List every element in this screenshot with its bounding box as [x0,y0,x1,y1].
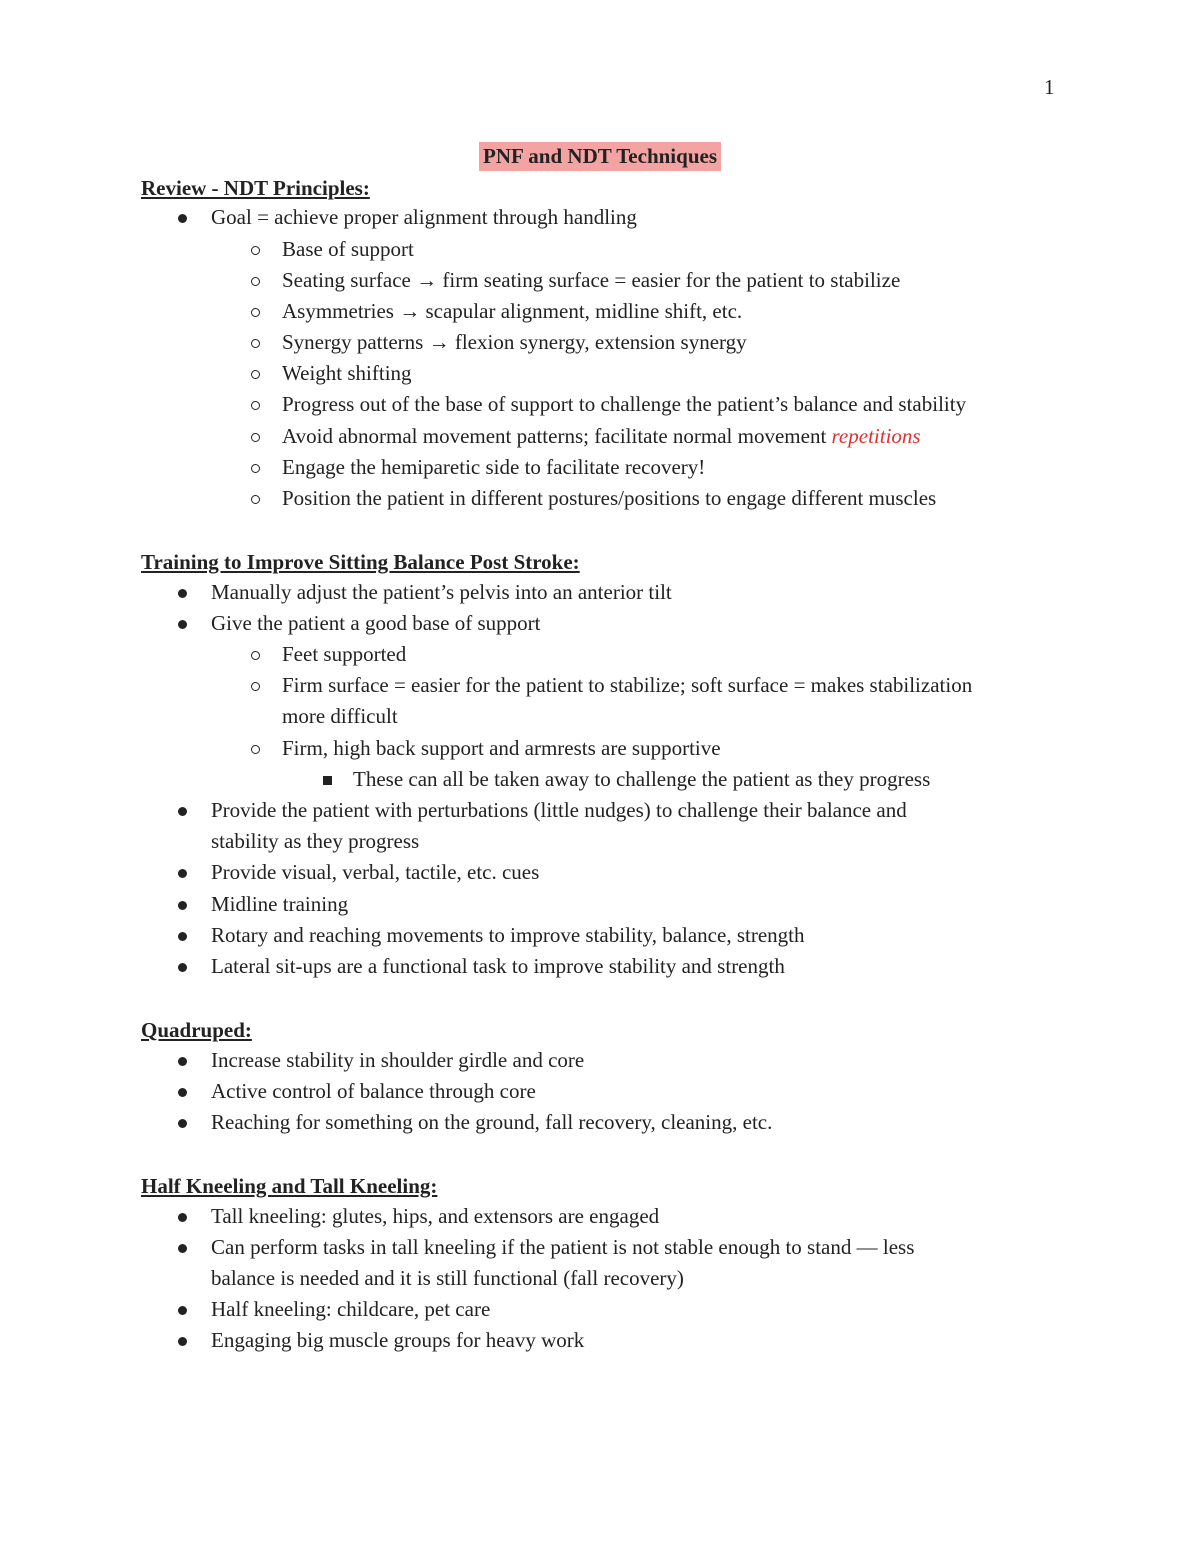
list-item [211,1201,659,1232]
list-item [211,202,637,233]
circle-bullet-icon [251,339,260,348]
bullet-icon [178,869,187,878]
list-item [282,483,936,514]
list-item [211,577,672,608]
list-item-text: Position the patient in different postures/positions to engage different muscles [282,486,937,510]
list-item-text: Half kneeling: childcare, pet care [211,1297,491,1321]
square-bullet-icon [323,776,332,785]
list-item [282,389,966,420]
circle-bullet-icon [251,370,260,379]
circle-bullet-icon [251,277,260,286]
bullet-icon [178,1337,187,1346]
bullet-icon [178,1119,187,1128]
list-item [282,670,972,701]
bullet-icon [178,1306,187,1315]
list-item [282,733,721,764]
bullet-icon [178,932,187,941]
list-item-text: Firm surface = easier for the patient to stabilize; soft surface = makes stabilization [282,673,973,697]
list-item-text: Rotary and reaching movements to improve stability, balance, strength [211,923,805,947]
list-item [282,296,742,327]
list-item [282,452,705,483]
list-item-continuation [211,826,419,857]
list-item [282,639,406,670]
circle-bullet-icon [251,246,260,255]
section-heading-kneeling: Half Kneeling and Tall Kneeling: [141,1174,438,1198]
list-item-text: Progress out of the base of support to challenge the patient’s balance and stability [282,392,967,416]
list-item-text: Increase stability in shoulder girdle and core [211,1048,585,1072]
list-item [211,1107,772,1138]
title-container [0,142,1200,171]
list-item-text: Manually adjust the patient’s pelvis into an anterior tilt [211,580,672,604]
list-item-text: Feet supported [282,642,407,666]
circle-bullet-icon [251,651,260,660]
list-item-text: Seating surface → firm seating surface = easier for the patient to stabilize [282,268,901,292]
list-item [211,795,907,826]
list-item-text: Base of support [282,237,414,261]
accent-text: repetitions [831,424,921,448]
section-heading-sitting: Training to Improve Sitting Balance Post Stroke: [141,550,580,574]
list-item-continuation [211,1263,684,1294]
list-item-text: Engaging big muscle groups for heavy work [211,1328,585,1352]
list-item-text: Can perform tasks in tall kneeling if the patient is not stable enough to stand — less [211,1235,915,1259]
list-item-text: Engage the hemiparetic side to facilitate recovery! [282,455,706,479]
list-item-text: Provide the patient with perturbations (little nudges) to challenge their balance and [211,798,907,822]
list-item [211,920,804,951]
list-item [211,1076,536,1107]
list-item [211,1232,914,1263]
bullet-icon [178,620,187,629]
bullet-icon [178,1088,187,1097]
bullet-icon [178,807,187,816]
circle-bullet-icon [251,745,260,754]
list-item [211,1325,584,1356]
list-item [211,1294,490,1325]
list-item-text: Midline training [211,892,349,916]
circle-bullet-icon [251,464,260,473]
list-item-text: Give the patient a good base of support [211,611,541,635]
list-item-text: balance is needed and it is still functional (fall recovery) [211,1266,684,1290]
circle-bullet-icon [251,308,260,317]
list-item-text: Lateral sit-ups are a functional task to improve stability and strength [211,954,785,978]
section-heading-ndt: Review - NDT Principles: [141,176,370,200]
list-item [282,327,747,358]
circle-bullet-icon [251,682,260,691]
list-item-text: These can all be taken away to challenge the patient as they progress [353,767,931,791]
list-item-continuation [282,701,398,732]
list-item [282,421,921,452]
list-item [211,1045,584,1076]
page-number: 1 [1044,75,1055,99]
list-item-text: Avoid abnormal movement patterns; facilitate normal movement [282,424,827,448]
list-item [282,265,900,296]
list-item-text: Tall kneeling: glutes, hips, and extensors are engaged [211,1204,660,1228]
list-item [211,857,539,888]
circle-bullet-icon [251,401,260,410]
circle-bullet-icon [251,495,260,504]
list-item [211,608,541,639]
list-item-text: Reaching for something on the ground, fall recovery, cleaning, etc. [211,1110,773,1134]
list-item-text: Provide visual, verbal, tactile, etc. cues [211,860,540,884]
list-item-text: Asymmetries → scapular alignment, midline shift, etc. [282,299,743,323]
list-item [282,234,414,265]
list-item-text: more difficult [282,704,398,728]
list-item [211,951,785,982]
list-item [282,358,412,389]
bullet-icon [178,1057,187,1066]
bullet-icon [178,901,187,910]
list-item-text: Weight shifting [282,361,412,385]
document-title: PNF and NDT Techniques [479,142,721,171]
bullet-icon [178,1213,187,1222]
list-item-text: stability as they progress [211,829,420,853]
bullet-icon [178,214,187,223]
circle-bullet-icon [251,433,260,442]
list-item-text: Active control of balance through core [211,1079,536,1103]
list-item-text: Firm, high back support and armrests are supportive [282,736,721,760]
bullet-icon [178,1244,187,1253]
section-heading-quadruped: Quadruped: [141,1018,252,1042]
list-item [211,889,348,920]
list-item-text: Goal = achieve proper alignment through handling [211,205,637,229]
list-item [353,764,930,795]
bullet-icon [178,963,187,972]
bullet-icon [178,589,187,598]
list-item-text: Synergy patterns → flexion synergy, extension synergy [282,330,747,354]
